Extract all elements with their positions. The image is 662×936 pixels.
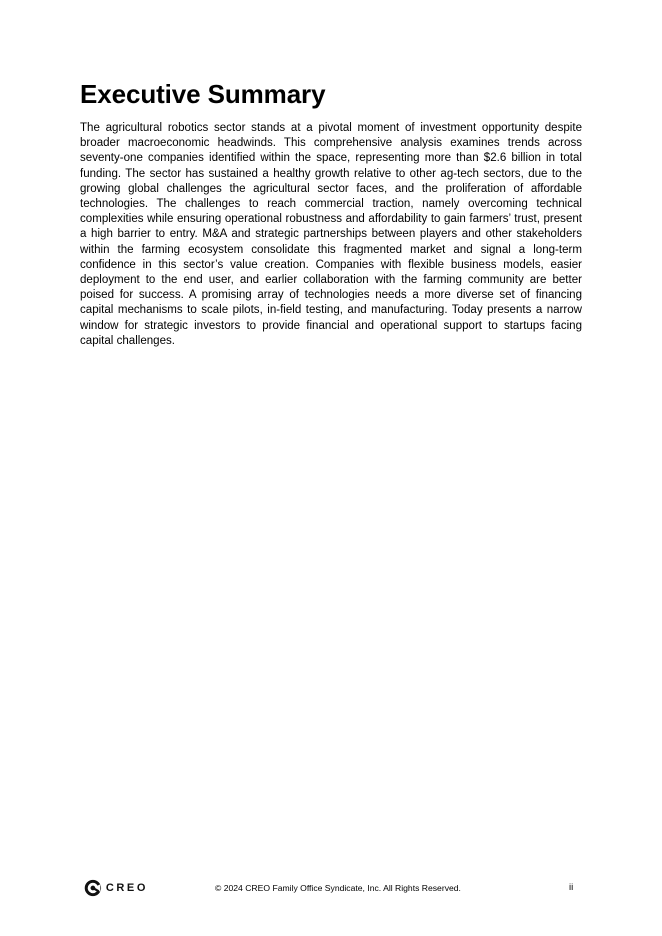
page-number: ii — [569, 882, 574, 893]
page-title: Executive Summary — [80, 79, 326, 109]
executive-summary-paragraph: The agricultural robotics sector stands at a pivotal moment of investment opportunity despite broader macroeconomic headwinds. This comprehensive analysis examines trends across seventy-one companies identified within the space, representing more than $2.6 billion in total funding. The sector has sustained a healthy growth relative to other ag-tech sectors, due to the growing global challenges the agricultural sector faces, and the proliferation of affordable technologies. The challenges to reach commercial traction, namely overcoming technical complexities while ensuring operational robustness and affordability to gain farmers’ trust, present a high barrier to entry. M&A and strategic partnerships between players and other stakeholders within the farming ecosystem consolidate this fragmented market and signal a long-term confidence in this sector’s value creation. Companies with flexible business models, easier deployment to the end user, and earlier collaboration with the farming community are better poised for success. A promising array of technologies needs a more diverse set of financing capital mechanisms to scale pilots, in-field testing, and manufacturing. Today presents a narrow window for strategic investors to provide financial and operational support to startups facing capital challenges. — [80, 122, 582, 347]
copyright-notice: © 2024 CREO Family Office Syndicate, Inc. All Rights Reserved. — [215, 883, 461, 893]
logo-wordmark: CREO — [105, 882, 148, 894]
page-footer — [0, 872, 662, 904]
creo-logo-icon — [84, 877, 102, 899]
creo-logo — [84, 876, 148, 900]
